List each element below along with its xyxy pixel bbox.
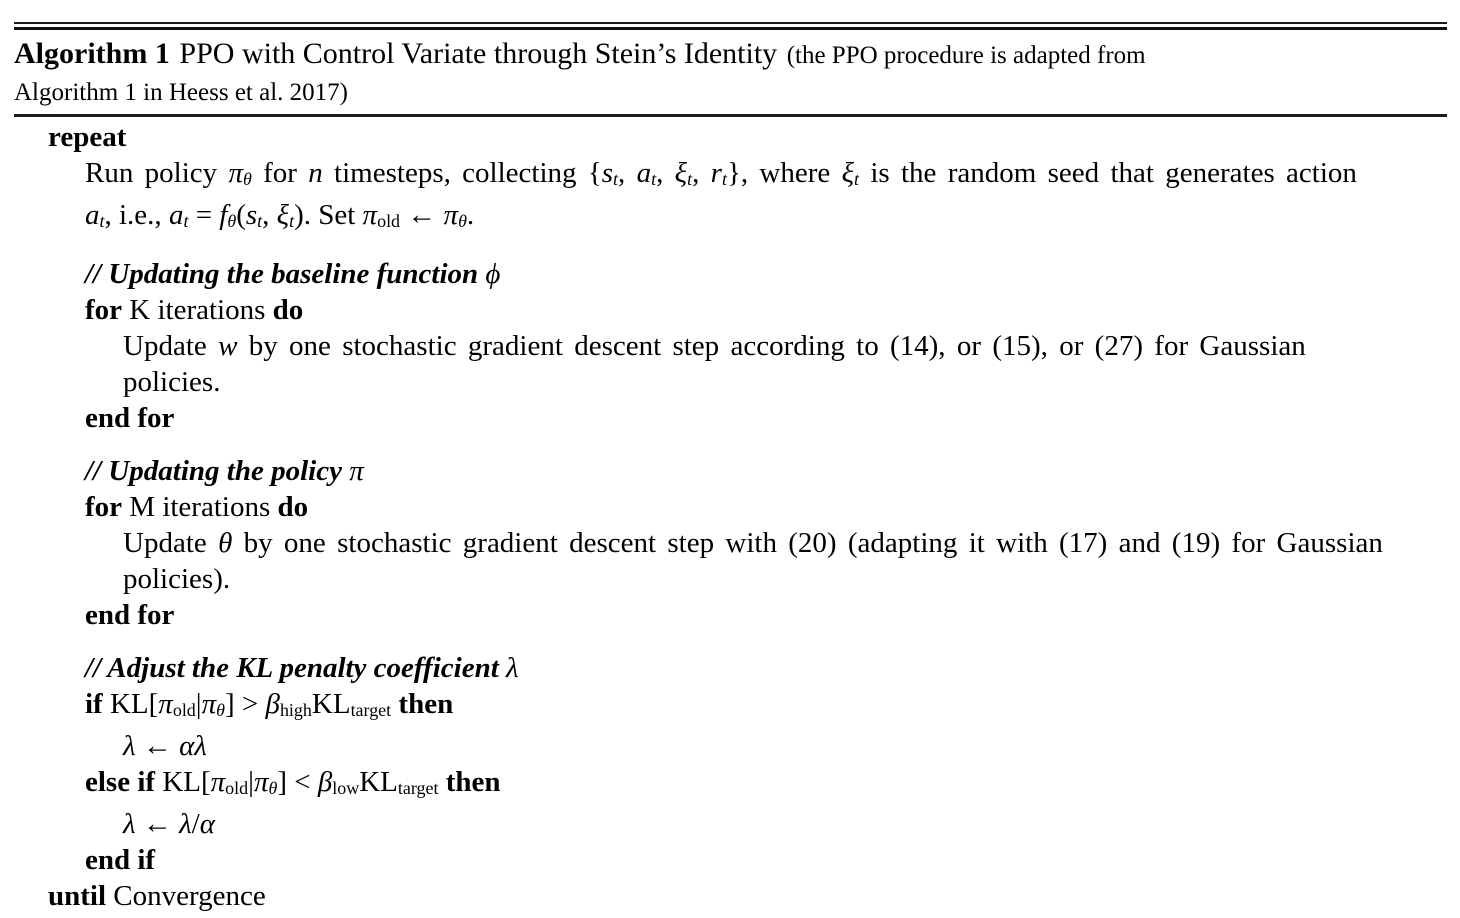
text-segment: do [272,293,304,326]
algo-line-9 [14,453,1447,489]
text-segment: π [201,687,217,720]
algo-line-2 [14,155,1447,197]
text-segment: t [651,168,657,189]
text-segment: a [636,157,652,189]
text-segment: β [265,687,280,720]
text-segment: t [289,210,295,231]
algo-line-10 [14,489,1447,525]
text-segment: . [466,198,475,231]
algorithm-title: PPO with Control Variate through Stein’s Identity [179,37,778,70]
text-segment: KL [359,765,398,798]
text-segment: ← [135,807,180,840]
text-segment: ξ [841,157,855,189]
text-segment: a [168,198,184,231]
text-segment: by one stochastic gradient descent step with (20) (adapting it with (17) and (19) for Gaussian [232,526,1383,559]
text-segment: , [692,157,711,189]
text-segment: ϕ [485,257,501,290]
text-segment: a [85,198,100,231]
algo-line-7 [14,364,1447,400]
text-segment: if [85,687,103,720]
text-segment: t [687,168,693,189]
text-segment: / [191,807,200,840]
text-segment: policies. [123,365,221,398]
text-segment: ] < [277,765,318,798]
algorithm-caption [14,34,1447,110]
caption-line-1 [14,34,1447,76]
algorithm-label: Algorithm 1 [14,37,170,70]
text-segment: λ [179,807,192,840]
text-segment: θ [227,210,237,231]
algo-line-8 [14,400,1447,436]
text-segment: , [656,157,675,189]
text-segment: θ [216,699,225,720]
text-segment: end for [85,598,175,631]
text-segment: do [277,490,309,523]
text-segment: | [195,687,202,720]
text-segment: // Updating the baseline function [85,257,486,290]
algo-line-3 [14,197,1447,239]
text-segment: Update [123,329,219,362]
text-segment: else if [85,765,156,798]
text-segment: π [443,198,459,231]
algo-line-17 [14,764,1447,806]
text-segment: π [228,157,243,189]
text-segment: s [601,157,614,189]
text-segment: θ [218,526,233,559]
text-segment: K iterations [122,293,273,326]
algo-line-15 [14,686,1447,728]
text-segment: t [613,168,619,189]
text-segment: λ [194,729,207,762]
text-segment: KL[ [155,765,211,798]
text-segment: s [245,198,258,231]
text-segment: θ [458,210,467,231]
caption-rule [14,114,1447,117]
text-segment: repeat [48,121,127,153]
text-segment: = [188,198,220,231]
caption-note-line2: Algorithm 1 in Heess et al. 2017) [14,79,348,106]
text-segment: ). Set [294,198,363,231]
text-segment: timesteps, collecting [322,157,588,189]
text-segment: M iterations [122,490,278,523]
text-segment: θ [268,777,278,798]
text-segment: low [332,777,360,798]
caption-note-line1: (the PPO procedure is adapted from [786,42,1146,69]
text-segment: old [225,777,249,798]
text-segment: }, where [726,157,842,189]
text-segment: target [350,699,392,720]
algorithm-body [14,119,1447,914]
text-segment: ξ [276,198,290,231]
text-segment: { [587,157,602,189]
text-segment: π [158,687,173,720]
text-segment: t [721,168,727,189]
text-segment: for [85,293,123,326]
text-segment: π [253,765,269,798]
text-segment: β [317,765,333,798]
text-segment: , [262,198,277,231]
text-segment: old [377,210,401,231]
text-segment: is the random seed that generates action [859,157,1357,189]
algo-line-12 [14,561,1447,597]
text-segment: f [219,198,228,231]
algo-line-20 [14,878,1447,914]
algo-line-19 [14,842,1447,878]
algo-line-14 [14,650,1447,686]
text-segment: ← [135,729,180,762]
text-segment: Update [123,526,219,559]
text-segment: w [218,329,238,362]
algo-line-1 [14,119,1447,155]
text-segment: λ [123,807,136,840]
text-segment: , [618,157,637,189]
text-segment: θ [242,168,252,189]
text-segment: // Updating the policy [85,454,350,487]
text-segment: λ [123,729,136,762]
text-segment: π [349,454,364,487]
text-segment: t [854,168,860,189]
text-segment [439,766,446,798]
text-segment: r [710,157,722,189]
text-segment: then [445,765,501,798]
text-segment: end if [85,843,156,876]
text-segment: ] > [224,687,266,720]
text-segment: t [257,210,263,231]
text-segment: n [308,157,323,189]
text-segment: ( [236,198,246,231]
text-segment: ξ [674,157,688,189]
text-segment: t [99,210,105,231]
text-segment: high [279,699,312,720]
text-segment: Convergence [106,879,266,912]
algo-line-18 [14,806,1447,842]
text-segment: π [362,198,378,231]
text-segment: then [398,687,454,720]
algo-line-4 [14,256,1447,292]
text-segment: until [48,879,107,912]
text-segment: | [248,765,254,798]
text-segment: , i.e., [104,198,169,231]
text-segment: α [199,807,215,840]
text-segment: α [179,729,195,762]
text-segment: for [85,490,123,523]
algo-line-11 [14,525,1447,561]
text-segment: old [172,699,196,720]
text-segment: for [251,157,309,189]
algo-line-16 [14,728,1447,764]
text-segment: KL[ [102,687,159,720]
text-segment: Run policy [85,157,229,189]
text-segment: π [210,765,226,798]
algo-line-13 [14,597,1447,633]
text-segment: // Adjust the KL penalty coefficient [85,651,507,684]
text-segment: by one stochastic gradient descent step according to (14), or (15), or (27) for Gaussian [237,329,1306,362]
text-segment: end for [85,401,175,434]
top-rule-thick [14,27,1447,30]
text-segment: λ [506,651,519,684]
text-segment: t [183,210,189,231]
top-rule-thin [14,22,1447,24]
text-segment: policies). [123,562,231,595]
text-segment: ← [400,198,444,231]
algo-line-6 [14,328,1447,364]
algo-line-5 [14,292,1447,328]
text-segment: target [397,777,439,798]
text-segment: KL [311,687,351,720]
